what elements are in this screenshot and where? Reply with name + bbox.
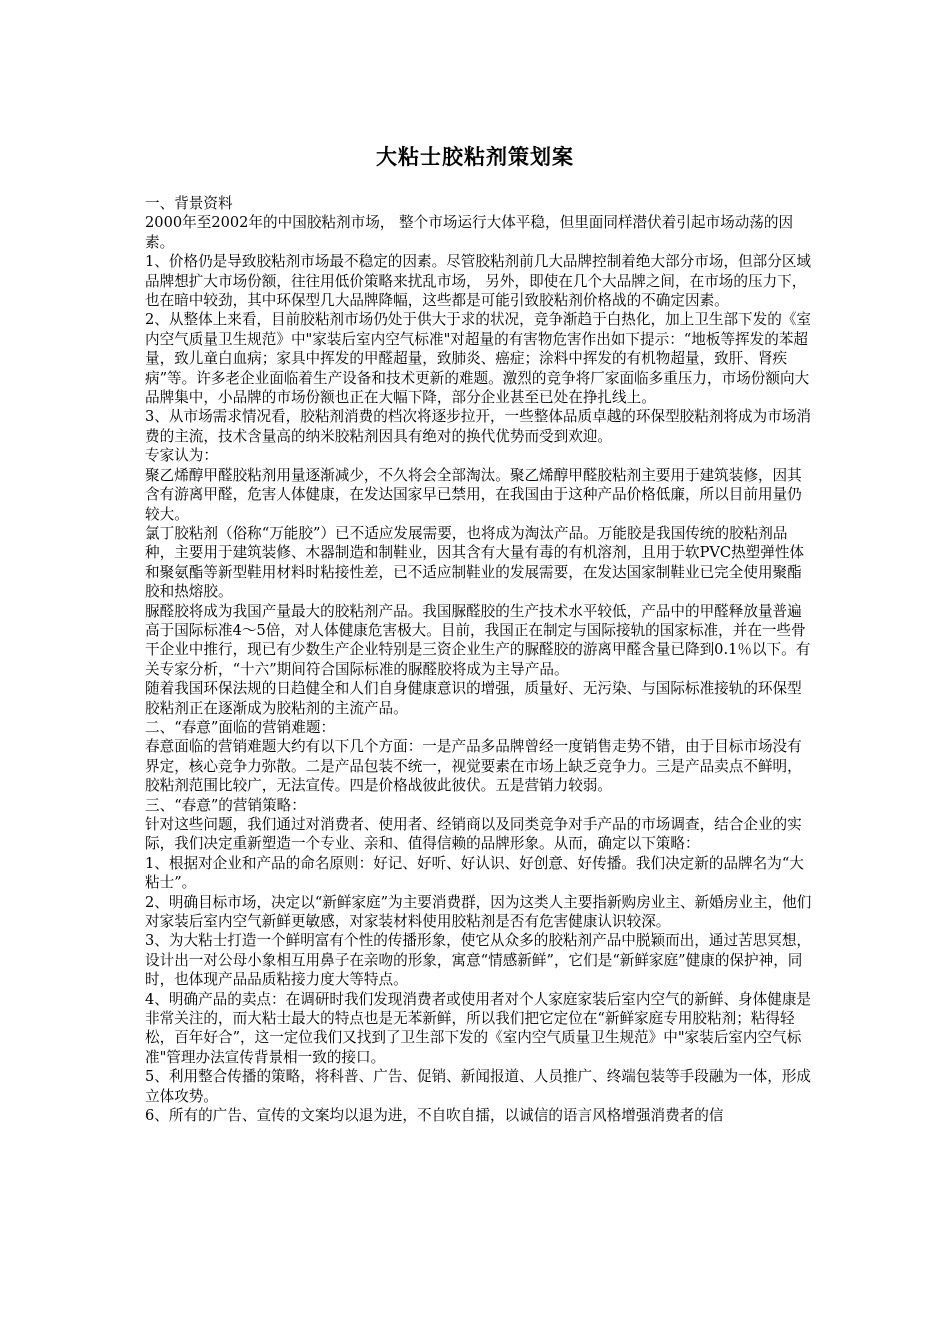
paragraph-market-demand: 3、从市场需求情况看，胶粘剂消费的档次将逐步拉开，一些整体品质卓越的环保型胶粘剂将成为市场消费的主流，技术含量高的纳米胶粘剂因具有绝对的换代优势而受到欢迎。: [145, 408, 812, 445]
paragraph-chloroprene-adhesive: 氯丁胶粘剂（俗称“万能胶”）已不适应发展需要，也将成为淘汰产品。万能胶是我国传统的胶粘剂品种，主要用于建筑装修、木器制造和制鞋业，因其含有大量有毒的有机溶剂，且用于软PVC热塑弹性体和聚氨酯等新型鞋用材料时粘接性差，已不适应制鞋业的发展需要，在发达国家制鞋业已完全使用聚酯胶和热熔胶。: [145, 524, 805, 601]
paragraph-supply-demand: 2、从整体上来看，目前胶粘剂市场仍处于供大于求的状况，竞争渐趋于白热化，加上卫生部下发的《室内空气质量卫生规范》中"家装后室内空气标准"对超量的有害物危害作出如下提示：“地板等挥发的苯超量，致儿童白血病；家具中挥发的甲醛超量，致肺炎、癌症；涂料中挥发的有机物超量，致肝、肾疾病”等。许多老企业面临着生产设备和技术更新的难题。激烈的竞争将厂家面临多重压力，市场份额向大品牌集中，小品牌的市场份额也正在大幅下降，部分企业甚至已处在挣扎线上。: [145, 311, 812, 407]
document-title: 大粘士胶粘剂策划案: [376, 144, 574, 169]
paragraph-market-overview: 2000年至2002年的中国胶粘剂市场， 整个市场运行大体平稳，但里面同样潜伏着引起市场动荡的因素。: [145, 214, 794, 251]
document-body: [145, 194, 813, 1126]
paragraph-pva-adhesive: 聚乙烯醇甲醛胶粘剂用量逐渐减少，不久将会全部淘汰。聚乙烯醇甲醛胶粘剂主要用于建筑装修，因其含有游离甲醛，危害人体健康，在发达国家早已禁用，在我国由于这种产品价格低廉，所以目前用量仍较大。: [145, 466, 802, 523]
paragraph-experts-say: 专家认为：: [145, 447, 218, 465]
paragraph-strategy-6: 6、所有的广告、宣传的文案均以退为进，不自吹自擂，以诚信的语言风格增强消费者的信: [145, 1107, 724, 1125]
section-heading-marketing-problems: 二、“春意”面临的营销难题：: [145, 718, 336, 736]
paragraph-urea-adhesive: 脲醛胶将成为我国产量最大的胶粘剂产品。我国脲醛胶的生产技术水平较低，产品中的甲醛释放量普遍高于国际标准4～5倍，对人体健康危害极大。目前，我国正在制定与国际接轨的国家标准，并在一些骨干企业中推行，现已有少数生产企业特别是三资企业生产的脲醛胶的游离甲醛含量已降到0.1％以下。有关专家分析，“十六”期间符合国际标准的脲醛胶将成为主导产品。: [145, 602, 811, 678]
paragraph-price-factor: 1、价格仍是导致胶粘剂市场最不稳定的因素。尽管胶粘剂前几大品牌控制着绝大部分市场，但部分区域品牌想扩大市场份额，往往用低价策略来扰乱市场， 另外，即使在几个大品牌之间，在市场的压力下，也在暗中较劲，其中环保型几大品牌降幅，这些都是可能引致胶粘剂价格战的不确定因素。: [145, 253, 812, 310]
paragraph-marketing-problems: 春意面临的营销难题大约有以下几个方面：一是产品多品牌曾经一度销售走势不错，由于目标市场没有界定，核心竞争力弥散。二是产品包装不统一，视觉要素在市场上缺乏竞争力。三是产品卖点不鲜明，胶粘剂范围比较广，无法宣传。四是价格战彼此彼伏。五是营销力较弱。: [145, 738, 802, 795]
section-heading-marketing-strategy: 三、“春意”的营销策略：: [145, 796, 306, 814]
paragraph-eco-trend: 随着我国环保法规的日趋健全和人们自身健康意识的增强，质量好、无污染、与国际标准接轨的环保型胶粘剂正在逐渐成为胶粘剂的主流产品。: [145, 680, 802, 717]
paragraph-strategy-2: 2、明确目标市场，决定以“新鲜家庭”为主要消费群，因为这类人主要指新购房业主、新婚房业主，他们对家装后室内空气新鲜更敏感，对家装材料使用胶粘剂是否有危害健康认识较深。: [145, 893, 812, 931]
section-heading-background: 一、背景资料: [145, 195, 233, 212]
paragraph-strategy-5: 5、利用整合传播的策略，将科普、广告、促销、新闻报道、人员推广、终端包装等手段融为一体，形成立体攻势。: [145, 1068, 812, 1105]
paragraph-strategy-3: 3、为大粘士打造一个鲜明富有个性的传播形象，使它从众多的胶粘剂产品中脱颖而出，通过苦思冥想，设计出一对公母小象相互用鼻子在亲吻的形象，寓意“情感新鲜”，它们是“新鲜家庭”健康的保护神，同时，也体现产品品质粘接力度大等特点。: [145, 932, 812, 989]
paragraph-strategy-4: 4、明确产品的卖点：在调研时我们发现消费者或使用者对个人家庭家装后室内空气的新鲜、身体健康是非常关注的，而大粘士最大的特点也是无苯新鲜，所以我们把它定位在“新鲜家庭专用胶粘剂；粘得轻松，百年好合”，这一定位我们又找到了卫生部下发的《室内空气质量卫生规范》中"家装后室内空气标准"管理办法宣传背景相一致的接口。: [145, 990, 812, 1066]
paragraph-strategy-1: 1、根据对企业和产品的命名原则：好记、好听、好认识、好创意、好传播。我们决定新的品牌名为“大粘士”。: [145, 854, 804, 892]
paragraph-strategy-intro: 针对这些问题，我们通过对消费者、使用者、经销商以及同类竞争对手产品的市场调查，结合企业的实际，我们决定重新塑造一个专业、亲和、值得信赖的品牌形象。从而，确定以下策略：: [145, 816, 802, 853]
